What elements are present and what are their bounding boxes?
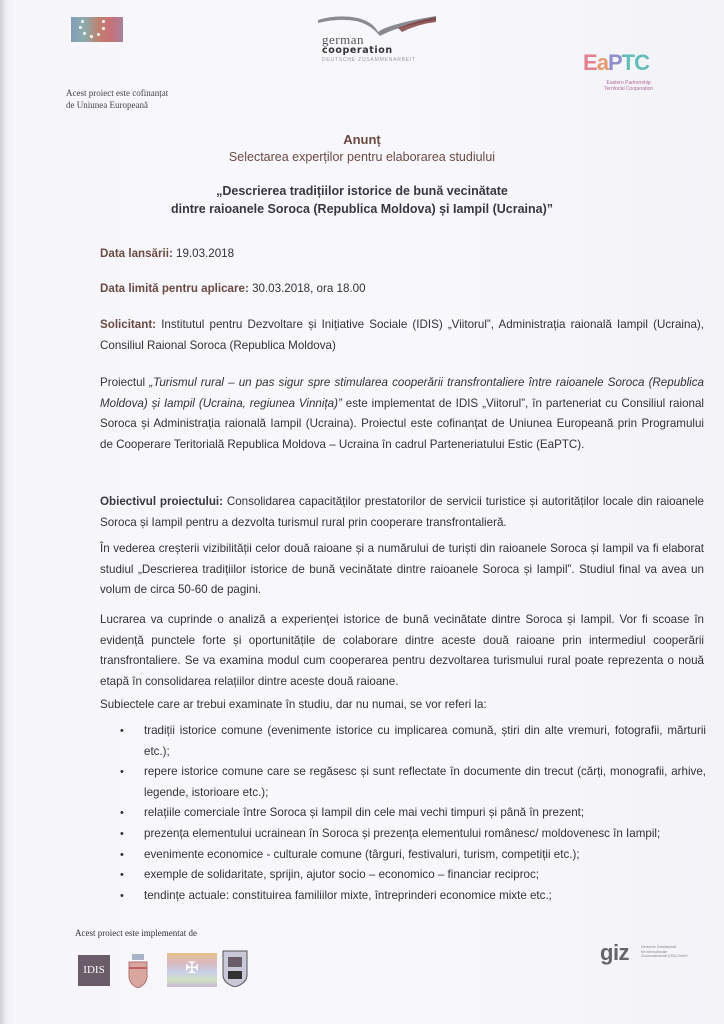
eu-cofinancing-caption — [66, 87, 168, 111]
implemented-by-caption: Acest proiect este implementat de — [75, 928, 197, 938]
applicant-text: Institutul pentru Dezvoltare și Inițiative Sociale (IDIS) „Viitorul”, Administrația raională Iampil (Ucraina), Consiliul Raional Soroca (Republica Moldova) — [100, 318, 704, 352]
subject-item: • repere istorice comune care se regăsesc și sunt reflectate în documente din trecut (cărți, monografii, arhive, legende, istorioare etc.); — [120, 762, 706, 803]
launch-date-value: 19.03.2018 — [176, 247, 235, 260]
subjects-intro: Subiectele care ar trebui examinate în studiu, dar nu numai, se vor referi la: — [100, 698, 487, 711]
idis-logo-icon: IDIS — [78, 955, 110, 986]
german-cooperation-line2: cooperation — [322, 45, 393, 56]
eu-caption-line1: Acest proiect este cofinanțat — [66, 88, 169, 98]
subject-item: • tradiții istorice comune (evenimente istorice cu implicarea comună, știri din alte vremuri, fotografii, mărturii etc.); — [120, 721, 706, 762]
eu-flag-icon — [71, 17, 123, 42]
eaptc-sub1: Eastern Partnership — [606, 80, 651, 86]
eaptc-tc: TC — [621, 50, 649, 75]
iampil-flag-icon — [167, 953, 217, 987]
deadline-label: Data limită pentru aplicare: — [100, 282, 249, 295]
deadline-date — [100, 282, 366, 295]
project-suffix: este implementat de IDIS „Viitorul”, în parteneriat cu Consiliul raional Soroca și Administrația raională Iampil (Ucraina). Proiectul este cofinanțat de Uniunea Europeană prin Programului de Cooperare Teritorială Republica Moldova – Ucraina în cadrul Parteneriatului Estic (EaPTC). — [100, 396, 704, 451]
soroca-crest-icon — [127, 954, 149, 988]
subject-item: • prezența elementului ucrainean în Soroca și prezența elementului românesc/ moldovenesc în Iampil; — [120, 824, 706, 845]
objective-paragraph — [100, 492, 704, 533]
study-title-line2: dintre raioanele Soroca (Republica Moldova) și Iampil (Ucraina)” — [170, 202, 554, 216]
german-cooperation-line1: german — [322, 32, 364, 47]
applicant-label: Solicitant: — [100, 318, 157, 331]
launch-date — [100, 247, 234, 260]
announcement-subtitle: Selectarea experților pentru elaborarea studiului — [228, 150, 496, 164]
subjects-list — [120, 721, 706, 906]
eaptc-a: a — [596, 50, 608, 75]
subject-item: • exemple de solidaritate, sprijin, ajutor socio – economico – financiar reciproc; — [120, 865, 706, 886]
giz-sub1: Deutsche Gesellschaft — [641, 945, 677, 949]
giz-subtitle — [641, 945, 687, 959]
objective-label: Obiectivul proiectului: — [100, 495, 224, 508]
objective-text: Consolidarea capacităților prestatorilor de servicii turistice și autorităților locale din raioanele Soroca și Iampil pentru a dezvolta turismul rural prin cooperare transfrontalieră. — [100, 495, 704, 529]
eaptc-sub2: Territorial Cooperation — [604, 86, 654, 92]
eaptc-p: P — [607, 50, 622, 75]
eu-caption-line2: de Uniunea Europeană — [66, 100, 148, 110]
project-title-italic: „Turismul rural – un pas sigur spre stimularea cooperării transfrontaliere între raioanele Soroca (Republica Moldova) și Iampil (Ucraina, regiunea Vinnița)” — [100, 376, 704, 410]
eaptc-e: E — [583, 50, 597, 75]
deadline-value: 30.03.2018, ora 18.00 — [252, 282, 366, 295]
study-title-line1: „Descrierea tradițiilor istorice de bună vecinătate — [216, 184, 508, 198]
project-prefix: Proiectul — [100, 376, 150, 389]
giz-logo: giz — [600, 940, 630, 965]
subject-item: • relațiile comerciale între Soroca și Iampil din cele mai vechi timpuri și până în prezent; — [120, 803, 706, 824]
giz-sub3: Zusammenarbeit (GIZ) GmbH — [641, 954, 688, 958]
subject-item: • tendințe actuale: constituirea familiilor mixte, întreprinderi economice mixte etc.; — [120, 886, 706, 907]
visibility-paragraph: În vederea creșterii vizibilității celor două raioane și a numărului de turiști din raioanele Soroca și Iampil va fi elaborat studiul „Descrierea tradițiilor istorice de bună vecinătate dintre raioanele Soroca și Iampil”. Studiul final va avea un volum de circa 50-60 de pagini. — [100, 542, 704, 596]
analysis-paragraph: Lucrarea va cuprinde o analiză a experienței istorice de bună vecinătate dintre Soroca și Iampil. Vor fi scoase în evidență punctele forte și oportunitățile de colaborare dintre aceste două raioane prin intermediul cooperării transfrontaliere. Se va examina modul cum cooperarea pentru dezvoltarea turismului rural poate reprezenta o nouă etapă în consolidarea relațiilor dintre aceste două raioane. — [100, 613, 704, 688]
project-paragraph — [100, 373, 704, 455]
eaptc-subtitle — [604, 80, 653, 92]
launch-date-label: Data lansării: — [100, 247, 173, 260]
cross-icon: ✠ — [185, 960, 199, 977]
german-cooperation-line3: DEUTSCHE ZUSAMMENARBEIT — [322, 57, 416, 63]
announcement-title: Anunț — [343, 132, 381, 147]
subject-item: • evenimente economice - culturale comune (târguri, festivaluri, turism, competiții etc.); — [120, 845, 706, 866]
giz-sub2: für Internationale — [641, 949, 668, 954]
iampil-crest-icon — [220, 949, 250, 987]
eaptc-logo — [583, 50, 649, 76]
applicant-paragraph — [100, 315, 704, 356]
